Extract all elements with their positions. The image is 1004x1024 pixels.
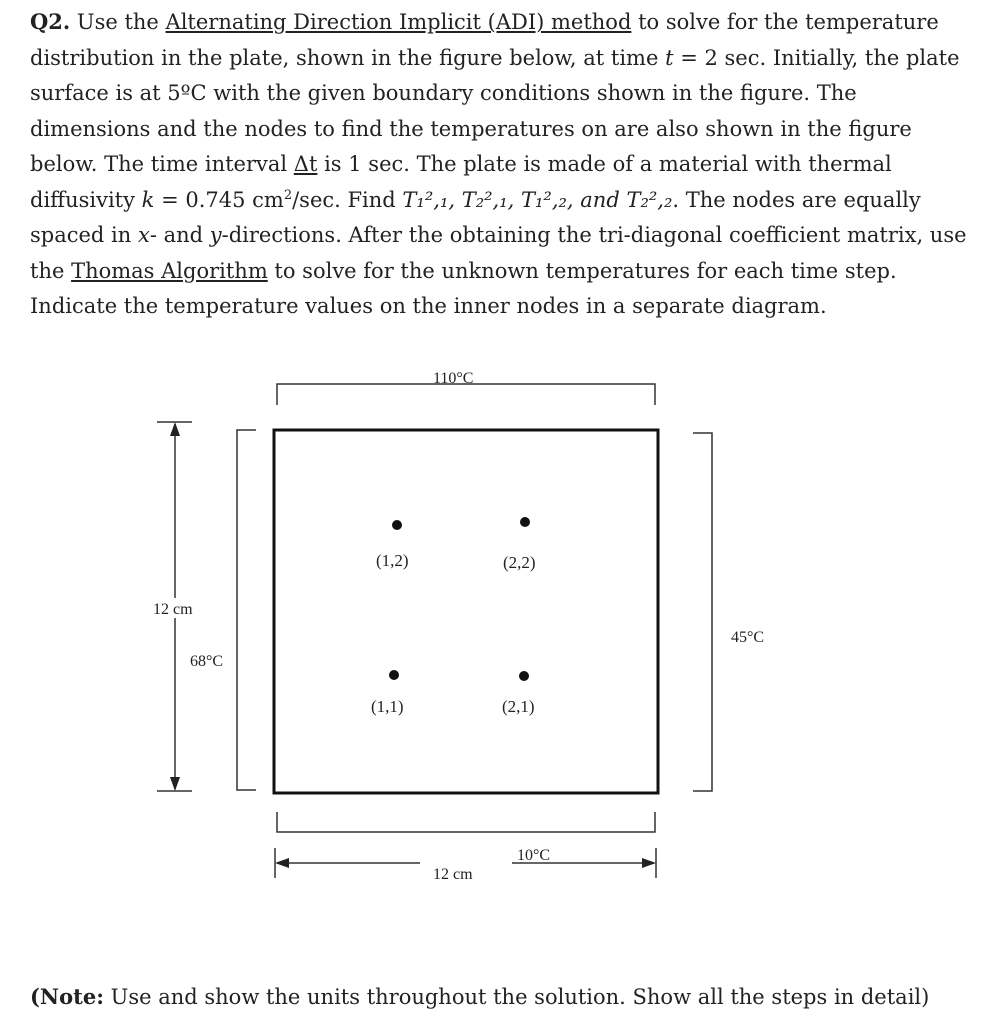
left-bc-label: 68°C <box>190 653 224 670</box>
node-1-2-dot <box>392 520 402 530</box>
right-bc-label: 45°C <box>731 629 765 646</box>
right-boundary-bracket <box>693 433 712 791</box>
adi-method-link[interactable]: Alternating Direction Implicit (ADI) method <box>165 10 632 34</box>
node-2-1-dot <box>519 671 529 681</box>
width-dimension <box>275 848 656 878</box>
plate-boundary <box>274 430 658 793</box>
bottom-boundary-bracket <box>277 812 655 832</box>
node-2-1-label: (2,1) <box>502 697 535 716</box>
top-bc-label: 110°C <box>433 370 474 387</box>
width-dimension-label: 12 cm <box>433 866 473 883</box>
question-text: Q2. Use the Alternating Direction Implicit (ADI) method to solve for the temperature distribution in the plate, shown in the figure below, at time t = 2 sec. Initially, the plate surface is at 5ºC with the given boundary conditions shown in the figure. The dimensions and the nodes to find the temperatures on are also shown in the figure below. The time interval Δt is 1 sec. The plate is made of a material with thermal diffusivity k = 0.745 $cm^2/\sec$. Find T₁²,₁, T₂²,₁, T₁²,₂, and T₂²,₂. The nodes are equally spaced in x- and y-directions. After the obtaining the tri-diagonal coefficient matrix, use the Thomas Algorithm to solve for the unknown temperatures for each time step. Indicate the temperature values on the inner nodes in a separate diagram. <box>30 9 967 318</box>
left-boundary-bracket <box>237 430 256 790</box>
bottom-bc-label: 10°C <box>517 847 551 864</box>
node-1-2-label: (1,2) <box>376 551 409 570</box>
node-2-2-label: (2,2) <box>503 553 536 572</box>
note-text: (Note: Use and show the units throughout the solution. Show all the steps in detail) <box>30 984 930 1009</box>
node-2-2-dot <box>520 517 530 527</box>
node-1-1-label: (1,1) <box>371 697 404 716</box>
question-number: Q2. <box>30 9 71 34</box>
height-dimension <box>157 422 192 791</box>
height-dimension-label: 12 cm <box>153 601 193 618</box>
thomas-algorithm-link[interactable]: Thomas Algorithm <box>71 258 268 283</box>
unknown-temperatures: T₁²,₁, T₂²,₁, T₁²,₂, and T₂²,₂ <box>402 187 673 212</box>
delta-t-symbol: Δt <box>293 152 318 176</box>
top-boundary-bracket <box>277 384 655 405</box>
node-1-1-dot <box>389 670 399 680</box>
